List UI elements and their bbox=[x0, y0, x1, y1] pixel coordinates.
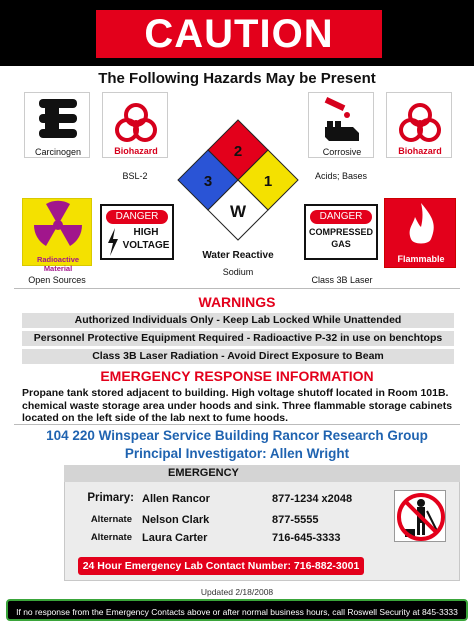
contact-name: Nelson Clark bbox=[142, 514, 210, 526]
danger-header: DANGER bbox=[106, 210, 168, 224]
corrosive-sign bbox=[308, 92, 374, 158]
contact-role: Alternate bbox=[90, 532, 132, 543]
nfpa-caption: Water Reactive bbox=[202, 250, 274, 261]
response-line: Propane tank stored adjacent to building. High voltage shutoff located in Room 101B. bbox=[22, 387, 449, 399]
flammable-sign bbox=[384, 198, 456, 268]
compressed-gas-line2: GAS bbox=[331, 239, 351, 249]
compressed-gas-line1: COMPRESSED bbox=[308, 227, 373, 237]
high-voltage-sign bbox=[100, 204, 174, 260]
updated-date: Updated 2/18/2008 bbox=[200, 587, 274, 597]
emergency-response-title: EMERGENCY RESPONSE INFORMATION bbox=[100, 368, 374, 384]
warning-row: Class 3B Laser Radiation - Avoid Direct Exposure to Beam bbox=[22, 349, 454, 364]
biohazard-sign-right bbox=[386, 92, 452, 158]
radioactive-caption: Open Sources bbox=[28, 275, 86, 285]
carcinogen-sign bbox=[24, 92, 90, 158]
biohazard-right-label: Biohazard bbox=[398, 146, 442, 156]
corrosive-label: Corrosive bbox=[322, 147, 362, 157]
security-footer: If no response from the Emergency Contacts above or after normal business hours, call Roswell Security at 845-3333 bbox=[6, 599, 468, 621]
contact-name: Allen Rancor bbox=[142, 493, 210, 505]
hazards-subtitle: The Following Hazards May be Present bbox=[98, 70, 376, 87]
laser-caption: Class 3B Laser bbox=[311, 275, 373, 285]
caution-banner bbox=[0, 0, 474, 66]
contact-role: Alternate bbox=[90, 514, 132, 525]
contact-phone: 877-1234 x2048 bbox=[272, 493, 353, 505]
principal-investigator: Principal Investigator: Allen Wright bbox=[124, 446, 350, 461]
divider bbox=[14, 288, 460, 289]
contact-phone: 877-5555 bbox=[272, 514, 319, 526]
no-cleaning-icon bbox=[395, 491, 447, 543]
lightning-bolt-icon bbox=[106, 228, 120, 256]
corrosive-caption: Acids; Bases bbox=[314, 171, 368, 181]
nfpa-caption-2: Sodium bbox=[222, 267, 254, 277]
emergency-hotline: 24 Hour Emergency Lab Contact Number: 716-882-3001 bbox=[78, 557, 364, 575]
nfpa-health: 3 bbox=[203, 173, 213, 190]
high-voltage-line1: HIGH bbox=[133, 227, 159, 238]
divider bbox=[14, 424, 460, 425]
warning-row: Personnel Protective Equipment Required - Radioactive P-32 in use on benchtops bbox=[22, 331, 454, 346]
compressed-gas-sign bbox=[304, 204, 378, 260]
bsl-caption: BSL-2 bbox=[122, 171, 148, 181]
emergency-title: EMERGENCY bbox=[64, 465, 460, 482]
nfpa-diamond-icon bbox=[176, 118, 300, 246]
danger-header: DANGER bbox=[310, 210, 372, 224]
caution-title: CAUTION bbox=[96, 10, 382, 58]
nfpa-special: W bbox=[229, 202, 247, 221]
nfpa-flammability: 2 bbox=[233, 143, 243, 160]
radiation-trefoil-icon bbox=[23, 199, 93, 255]
warnings-title: WARNINGS bbox=[198, 294, 276, 310]
no-custodial-sign bbox=[394, 490, 446, 542]
carcinogen-label: Carcinogen bbox=[34, 147, 82, 157]
nfpa-reactivity: 1 bbox=[263, 173, 273, 190]
biohazard-left-label: Biohazard bbox=[114, 146, 158, 156]
emergency-response-text bbox=[22, 387, 458, 425]
contact-role: Primary: bbox=[87, 492, 134, 504]
flame-icon bbox=[385, 199, 457, 251]
response-line: chemical waste storage area under hoods and sink. Three flammable storage cabinets bbox=[22, 399, 453, 412]
contact-phone: 716-645-3333 bbox=[272, 532, 341, 544]
high-voltage-line2: VOLTAGE bbox=[122, 240, 170, 251]
radioactive-sign bbox=[22, 198, 92, 273]
warning-row: Authorized Individuals Only - Keep Lab Locked While Unattended bbox=[22, 313, 454, 328]
flammable-label: Flammable bbox=[397, 254, 445, 264]
biohazard-sign-left bbox=[102, 92, 168, 158]
radioactive-label: Radioactive Material bbox=[36, 255, 80, 273]
contact-name: Laura Carter bbox=[142, 532, 208, 544]
response-line: located on the left side of the lab next to fume hoods. bbox=[22, 412, 289, 424]
building-line: 104 220 Winspear Service Building Rancor Research Group bbox=[46, 428, 428, 443]
